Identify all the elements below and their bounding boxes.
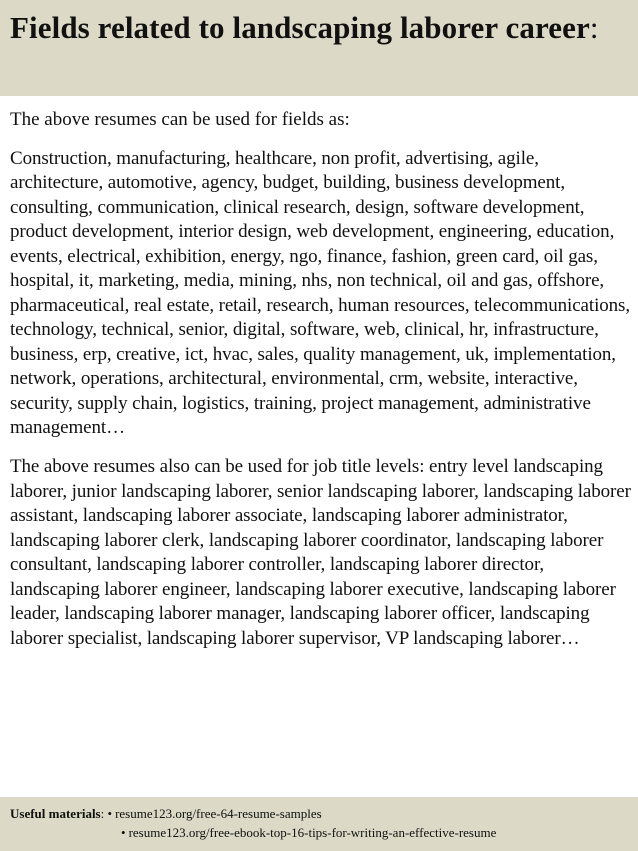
header-band bbox=[0, 0, 638, 96]
page-title-text: Fields related to landscaping laborer career bbox=[10, 10, 590, 45]
page-title-colon: : bbox=[589, 10, 599, 45]
useful-materials-separator: : bbox=[100, 806, 105, 821]
bullet-icon: • bbox=[121, 825, 126, 840]
resource-link-2[interactable]: resume123.org/free-ebook-top-16-tips-for-writing-an-effective-resume bbox=[128, 825, 497, 840]
footer-row-2 bbox=[10, 823, 628, 842]
page-title bbox=[10, 8, 628, 48]
main-content bbox=[10, 108, 632, 651]
resource-link-1[interactable]: resume123.org/free-64-resume-samples bbox=[115, 806, 322, 821]
useful-materials-label bbox=[10, 804, 101, 823]
fields-paragraph: Construction, manufacturing, healthcare, non profit, advertising, agile, architecture, automotive, agency, budget, building, business development, consulting, communication, clinical research, design, software development, product development, interior design, web development, engineering, education, events, electrical, exhibition, energy, ngo, finance, fashion, green card, oil gas, hospital, it, marketing, media, mining, nhs, non technical, oil and gas, offshore, pharmaceutical, real estate, retail, research, human resources, telecommunications, technology, technical, senior, digital, software, web, clinical, hr, infrastructure, business, erp, creative, ict, hvac, sales, quality management, uk, implementation, network, operations, architectural, environmental, crm, website, interactive, security, supply chain, logistics, training, project management, administrative management… bbox=[10, 148, 630, 438]
footer-row-1 bbox=[10, 804, 628, 823]
bullet-icon: • bbox=[107, 806, 113, 821]
useful-materials-label-text: Useful materials bbox=[10, 806, 101, 821]
footer-band bbox=[0, 797, 638, 851]
job-levels-paragraph: The above resumes also can be used for job title levels: entry level landscaping laborer, junior landscaping laborer, senior landscaping laborer, landscaping laborer assistant, landscaping laborer associate, landscaping laborer administrator, landscaping laborer clerk, landscaping laborer coordinator, landscaping laborer consultant, landscaping laborer controller, landscaping laborer director, landscaping laborer engineer, landscaping laborer executive, landscaping laborer leader, landscaping laborer manager, landscaping laborer officer, landscaping laborer specialist, landscaping laborer supervisor, VP landscaping laborer… bbox=[10, 456, 631, 649]
intro-text: The above resumes can be used for fields as: bbox=[10, 109, 350, 130]
